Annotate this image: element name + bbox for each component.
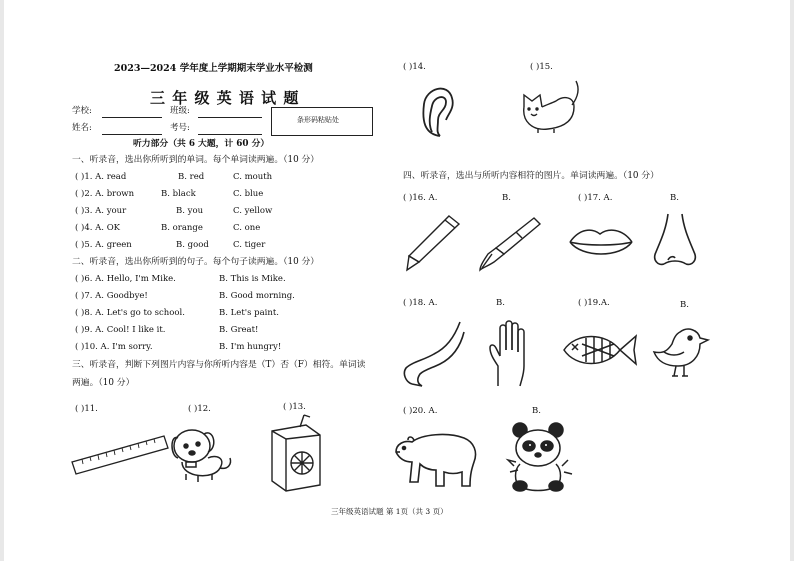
q18-label[interactable]: ( )18. A.	[403, 298, 438, 308]
ear-icon	[418, 80, 458, 140]
q6-a[interactable]: ( )6. A. Hello, I'm Mike.	[75, 274, 176, 284]
section1-title: 一、听录音，选出你所听到的单词。每个单词读两遍。（10 分）	[72, 155, 320, 165]
ruler-icon	[70, 428, 170, 478]
listening-part-heading: 听力部分（共 6 大题，计 60 分）	[133, 139, 270, 149]
q5-b[interactable]: B. good	[176, 240, 209, 250]
panda-icon	[506, 420, 576, 495]
section3-title-line1: 三、听录音，判断下列图片内容与你所听内容是（T）否（F）相符。单词读	[72, 360, 366, 370]
q20-label[interactable]: ( )20. A.	[403, 406, 438, 416]
q3-a[interactable]: ( )3. A. your	[75, 206, 127, 216]
fish-icon	[560, 328, 640, 373]
q1-c[interactable]: C. mouth	[233, 172, 273, 182]
exam-no-field[interactable]	[198, 134, 262, 135]
q5-c[interactable]: C. tiger	[233, 240, 266, 250]
q9-b[interactable]: B. Great!	[219, 325, 259, 335]
q2-a[interactable]: ( )2. A. brown	[75, 189, 135, 199]
left-scan-edge	[0, 0, 4, 561]
q2-b[interactable]: B. black	[161, 189, 196, 199]
right-scan-edge	[790, 0, 794, 561]
bear-icon	[392, 424, 482, 494]
pen-icon	[474, 214, 544, 274]
barcode-box-label: 条形码粘贴处	[297, 116, 339, 124]
leg-icon	[398, 318, 468, 388]
q16-label[interactable]: ( )16. A.	[403, 193, 438, 203]
exam-no-label: 考号:	[170, 123, 190, 133]
pencil-icon	[405, 212, 465, 272]
q11-label[interactable]: ( )11.	[75, 404, 98, 414]
q17-label[interactable]: ( )17. A.	[578, 193, 613, 203]
q7-b[interactable]: B. Good morning.	[219, 291, 295, 301]
q15-label[interactable]: ( )15.	[530, 62, 553, 72]
q5-a[interactable]: ( )5. A. green	[75, 240, 132, 250]
q4-a[interactable]: ( )4. A. OK	[75, 223, 121, 233]
q16-b-label[interactable]: B.	[502, 193, 511, 203]
name-label: 姓名:	[72, 123, 92, 133]
q6-b[interactable]: B. This is Mike.	[219, 274, 286, 284]
q20-b-label[interactable]: B.	[532, 406, 541, 416]
q9-a[interactable]: ( )9. A. Cool! I like it.	[75, 325, 166, 335]
section4-title: 四、听录音，选出与所听内容相符的图片。单词读两遍。（10 分）	[403, 171, 659, 181]
q19-b-label[interactable]: B.	[680, 300, 689, 310]
q1-a[interactable]: ( )1. A. read	[75, 172, 127, 182]
q10-a[interactable]: ( )10. A. I'm sorry.	[75, 342, 153, 352]
page-footer: 三年级英语试题 第 1页（共 3 页）	[331, 507, 448, 516]
nose-icon	[650, 212, 700, 272]
class-label: 班级:	[170, 106, 190, 116]
q19-label[interactable]: ( )19.A.	[578, 298, 610, 308]
q13-label[interactable]: ( )13.	[283, 402, 306, 412]
lips-icon	[566, 222, 636, 262]
exam-subject-title: 三 年 级 英 语 试 题	[150, 89, 300, 107]
q4-c[interactable]: C. one	[233, 223, 261, 233]
q10-b[interactable]: B. I'm hungry!	[219, 342, 282, 352]
section2-title: 二、听录音，选出你所听到的句子。每个句子读两遍。（10 分）	[72, 257, 320, 267]
q2-c[interactable]: C. blue	[233, 189, 264, 199]
class-field[interactable]	[198, 117, 262, 118]
q3-c[interactable]: C. yellow	[233, 206, 273, 216]
cat-icon	[518, 77, 588, 137]
dog-icon	[168, 418, 238, 488]
q3-b[interactable]: B. you	[176, 206, 204, 216]
q12-label[interactable]: ( )12.	[188, 404, 211, 414]
juice-box-icon	[266, 413, 326, 493]
q8-a[interactable]: ( )8. A. Let's go to school.	[75, 308, 185, 318]
section3-title-line2: 两遍。（10 分）	[72, 378, 135, 388]
q14-label[interactable]: ( )14.	[403, 62, 426, 72]
q8-b[interactable]: B. Let's paint.	[219, 308, 279, 318]
bird-icon	[650, 322, 710, 382]
q17-b-label[interactable]: B.	[670, 193, 679, 203]
name-field[interactable]	[102, 134, 162, 135]
q1-b[interactable]: B. red	[178, 172, 205, 182]
q18-b-label[interactable]: B.	[496, 298, 505, 308]
school-label: 学校:	[72, 106, 92, 116]
hand-icon	[486, 318, 536, 388]
school-field[interactable]	[102, 117, 162, 118]
exam-year-title: 2023—2024 学年度上学期期末学业水平检测	[114, 63, 313, 74]
q4-b[interactable]: B. orange	[161, 223, 203, 233]
q7-a[interactable]: ( )7. A. Goodbye!	[75, 291, 148, 301]
